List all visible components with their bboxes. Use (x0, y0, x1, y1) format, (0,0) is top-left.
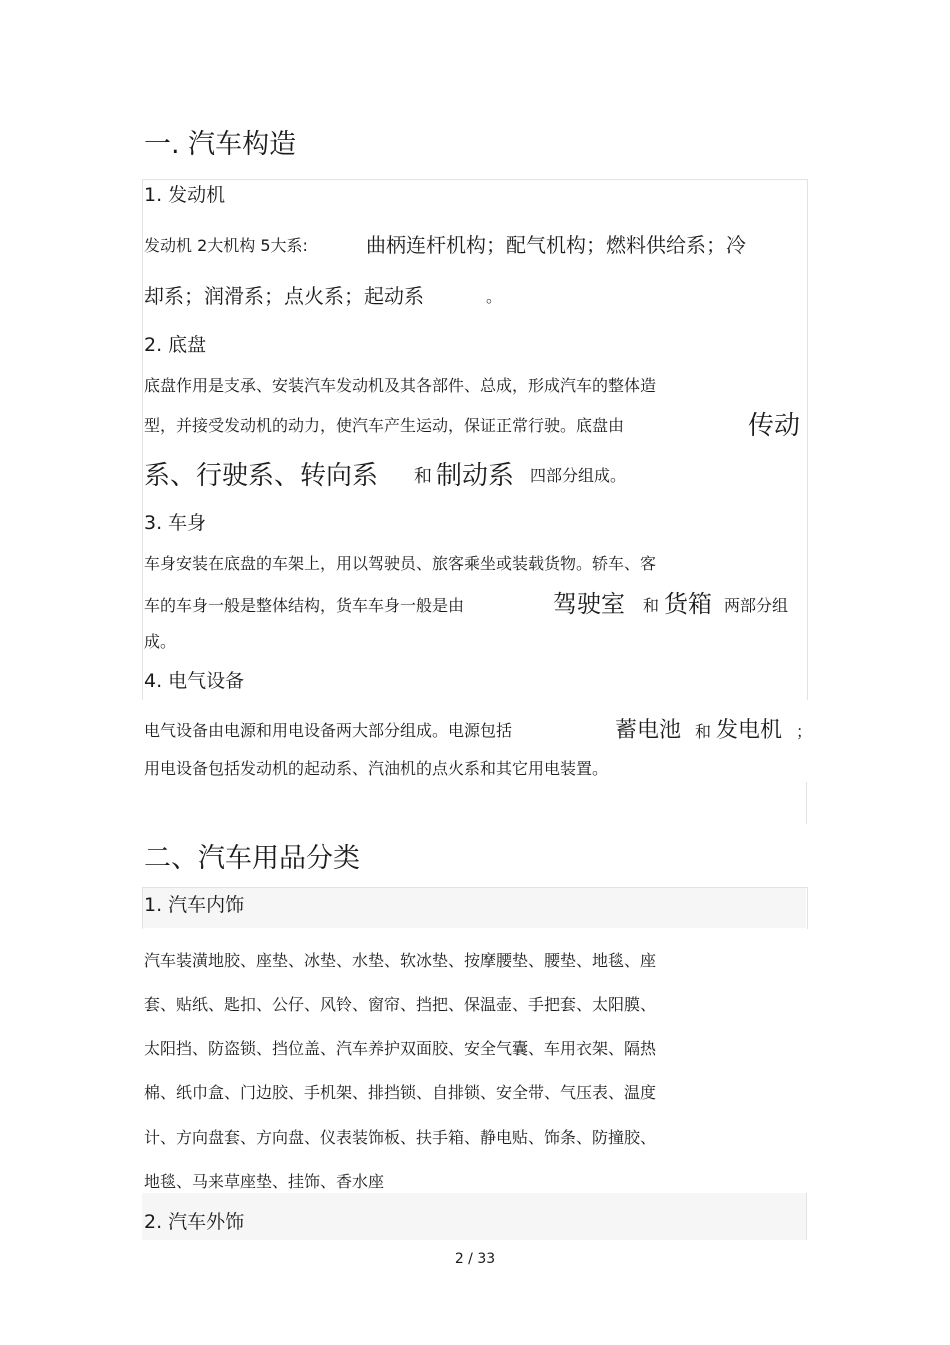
electrical-line1-and: 和 (695, 722, 712, 741)
chassis-line2-big: 传动 (748, 411, 801, 441)
interior-line: 太阳挡、防盗锁、挡位盖、汽车养护双面胶、安全气囊、车用衣架、隔热 (144, 1039, 657, 1058)
engine-heading: 1. 发动机 (144, 184, 226, 206)
body-line2-end: 两部分组 (724, 596, 789, 615)
electrical-line1-big2: 发电机 (716, 718, 783, 743)
section-title-2: 二、汽车用品分类 (144, 843, 360, 874)
electrical-line1-end: ； (796, 722, 813, 741)
body-line2-and: 和 (643, 596, 660, 615)
engine-systems-end: 。 (486, 287, 503, 306)
chassis-line3-and: 和 (414, 466, 432, 487)
body-line2-big1: 驾驶室 (553, 590, 625, 618)
interior-heading: 1. 汽车内饰 (144, 894, 245, 916)
electrical-heading: 4. 电气设备 (144, 670, 245, 692)
body-line2-big2: 货箱 (664, 590, 712, 618)
body-line1: 车身安装在底盘的车架上，用以驾驶员、旅客乘坐或装载货物。轿车、客 (144, 554, 657, 573)
chassis-line3-big: 系、行驶系、转向系 (144, 461, 379, 491)
interior-line: 计、方向盘套、方向盘、仪表装饰板、扶手箱、静电贴、饰条、防撞胶、 (144, 1128, 657, 1147)
engine-systems-line2: 却系；润滑系；点火系；起动系 (144, 284, 424, 308)
body-heading: 3. 车身 (144, 512, 207, 534)
chassis-line3-big2: 制动系 (436, 461, 515, 491)
page-number: 2 / 33 (454, 1251, 496, 1267)
exterior-heading: 2. 汽车外饰 (144, 1211, 245, 1233)
engine-systems-line1: 曲柄连杆机构；配气机构；燃料供给系；冷 (366, 233, 746, 257)
interior-line: 地毯、马来草座垫、挂饰、香水座 (144, 1172, 385, 1191)
engine-intro: 发动机 2大机构 5大系: (144, 236, 308, 255)
section-title-1: 一. 汽车构造 (144, 129, 297, 160)
body-line2: 车的车身一般是整体结构，货车车身一般是由 (144, 596, 465, 615)
chassis-heading: 2. 底盘 (144, 334, 207, 356)
interior-line: 棉、纸巾盒、门边胶、手机架、排挡锁、自排锁、安全带、气压表、温度 (144, 1083, 657, 1102)
body-line3: 成。 (144, 632, 177, 651)
interior-line: 汽车装潢地胶、座垫、冰垫、水垫、软冰垫、按摩腰垫、腰垫、地毯、座 (144, 951, 657, 970)
section-box-1-tail (142, 782, 807, 824)
chassis-line3-end: 四部分组成。 (530, 466, 627, 485)
interior-line: 套、贴纸、匙扣、公仔、风铃、窗帘、挡把、保温壶、手把套、太阳膜、 (144, 995, 657, 1014)
electrical-line1: 电气设备由电源和用电设备两大部分组成。电源包括 (144, 721, 513, 740)
chassis-line2: 型，并接受发动机的动力，使汽车产生运动，保证正常行驶。底盘由 (144, 416, 625, 435)
chassis-line1: 底盘作用是支承、安装汽车发动机及其各部件、总成，形成汽车的整体造 (144, 376, 657, 395)
electrical-line2: 用电设备包括发动机的起动系、汽油机的点火系和其它用电装置。 (144, 759, 609, 778)
electrical-line1-big1: 蓄电池 (615, 718, 682, 743)
